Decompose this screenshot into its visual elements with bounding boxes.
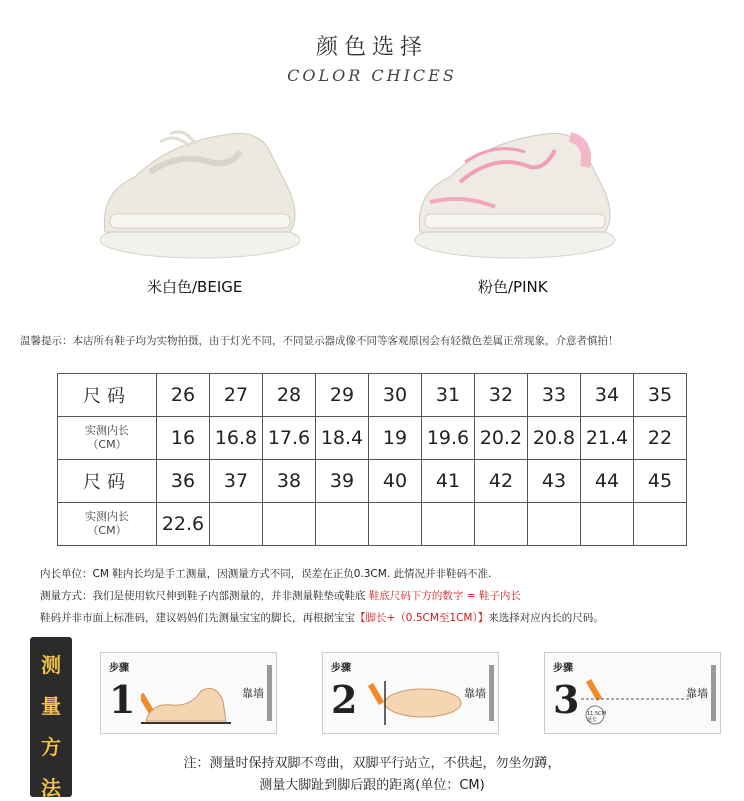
- length-cell: [422, 503, 475, 546]
- measure-char: 方: [41, 735, 61, 759]
- note-unit: 内长单位：CM 鞋内长均是手工测量，因测量方式不同，误差在正负0.3CM. 此情况并非鞋码不准.: [40, 568, 492, 580]
- length-cell: [316, 503, 369, 546]
- size-cell: 31: [422, 374, 475, 417]
- size-cell: 39: [316, 460, 369, 503]
- wall-bar: [267, 665, 272, 721]
- wall-label: 靠墙: [686, 687, 708, 700]
- wall-bar: [711, 665, 716, 721]
- size-cell: 44: [581, 460, 634, 503]
- measure-step-3: [544, 652, 721, 734]
- length-cell: [210, 503, 263, 546]
- length-cell: 19: [369, 417, 422, 460]
- note-advice-end: 来选择对应内长的尺码。: [488, 612, 604, 624]
- color-label-beige: 米白色/BEIGE: [147, 278, 243, 296]
- note-method: [40, 588, 521, 603]
- length-cell: [634, 503, 687, 546]
- ruler-mark: 11.5CM 延长: [587, 711, 606, 723]
- length-cell: [528, 503, 581, 546]
- size-cell: 38: [263, 460, 316, 503]
- length-cell: [369, 503, 422, 546]
- note-method-text: 测量方式：我们是使用软尺伸到鞋子内部测量的，并非测量鞋垫或鞋底: [40, 590, 369, 602]
- step-label: 步骤: [109, 663, 129, 674]
- color-disclaimer: 温馨提示：本店所有鞋子均为实物拍摄，由于灯光不同，不同显示器成像不同等客观原因会有轻微色差属正常现象，介意者慎拍！: [20, 335, 619, 347]
- step-label: 步骤: [553, 663, 573, 674]
- size-cell: 42: [475, 460, 528, 503]
- inner-length-header: [58, 417, 157, 460]
- note-method-highlight: 鞋底尺码下方的数字 = 鞋子内长: [368, 590, 521, 602]
- size-cell: 27: [210, 374, 263, 417]
- beige-shoe-image: [90, 122, 310, 272]
- size-cell: 35: [634, 374, 687, 417]
- length-cell: 17.6: [263, 417, 316, 460]
- length-cell: 19.6: [422, 417, 475, 460]
- measure-note-2: 测量大脚趾到脚后跟的距离(单位：CM): [259, 778, 485, 793]
- note-advice: [40, 610, 604, 625]
- size-cell: 26: [157, 374, 210, 417]
- measure-note-1: 注：测量时保持双脚不弯曲，双脚平行站立，不供起，勿坐勿蹲，: [183, 756, 561, 771]
- inner-length-header-line1: 实测内长: [85, 424, 129, 437]
- size-cell: 37: [210, 460, 263, 503]
- size-cell: 43: [528, 460, 581, 503]
- foot-side-icon: [141, 683, 231, 725]
- length-cell: 22: [634, 417, 687, 460]
- measure-char: 测: [41, 653, 61, 677]
- measure-step-2: [322, 652, 499, 734]
- size-cell: 40: [369, 460, 422, 503]
- inner-length-header: [58, 503, 157, 546]
- size-cell: 29: [316, 374, 369, 417]
- size-header: 尺码: [58, 460, 157, 503]
- section-title: 颜色选择: [315, 35, 428, 60]
- measure-char: 量: [41, 694, 61, 718]
- size-header: 尺码: [58, 374, 157, 417]
- step-number: 2: [331, 677, 358, 722]
- section-subtitle: COLOR CHICES: [287, 66, 457, 85]
- length-cell: 20.8: [528, 417, 581, 460]
- size-table: [57, 373, 687, 546]
- size-cell: 32: [475, 374, 528, 417]
- inner-length-header-line1: 实测内长: [85, 510, 129, 523]
- length-cell: 18.4: [316, 417, 369, 460]
- length-cell: 21.4: [581, 417, 634, 460]
- note-advice-highlight: 【脚长+（0.5CM至1CM）】: [355, 612, 489, 624]
- step-number: 3: [553, 677, 580, 722]
- size-cell: 33: [528, 374, 581, 417]
- note-advice-text: 鞋码并非市面上标准码，建议妈妈们先测量宝宝的脚长，再根据宝宝: [40, 612, 355, 624]
- measure-step-1: [100, 652, 277, 734]
- size-cell: 41: [422, 460, 475, 503]
- size-cell: 28: [263, 374, 316, 417]
- size-cell: 34: [581, 374, 634, 417]
- length-cell: 20.2: [475, 417, 528, 460]
- inner-length-header-line2: （CM）: [87, 438, 127, 451]
- foot-top-icon: [363, 681, 463, 725]
- length-cell: [581, 503, 634, 546]
- wall-label: 靠墙: [464, 687, 486, 700]
- length-cell: 16.8: [210, 417, 263, 460]
- wall-label: 靠墙: [242, 687, 264, 700]
- length-cell: [475, 503, 528, 546]
- length-cell: 22.6: [157, 503, 210, 546]
- length-cell: 16: [157, 417, 210, 460]
- color-label-pink: 粉色/PINK: [478, 278, 548, 296]
- length-cell: [263, 503, 316, 546]
- pink-shoe-image: [405, 122, 625, 272]
- step-number: 1: [109, 677, 136, 722]
- measure-char: 法: [41, 776, 61, 800]
- size-cell: 36: [157, 460, 210, 503]
- size-cell: 30: [369, 374, 422, 417]
- inner-length-header-line2: （CM）: [87, 524, 127, 537]
- measure-method-label: [30, 637, 72, 800]
- wall-bar: [489, 665, 494, 721]
- step-label: 步骤: [331, 663, 351, 674]
- size-cell: 45: [634, 460, 687, 503]
